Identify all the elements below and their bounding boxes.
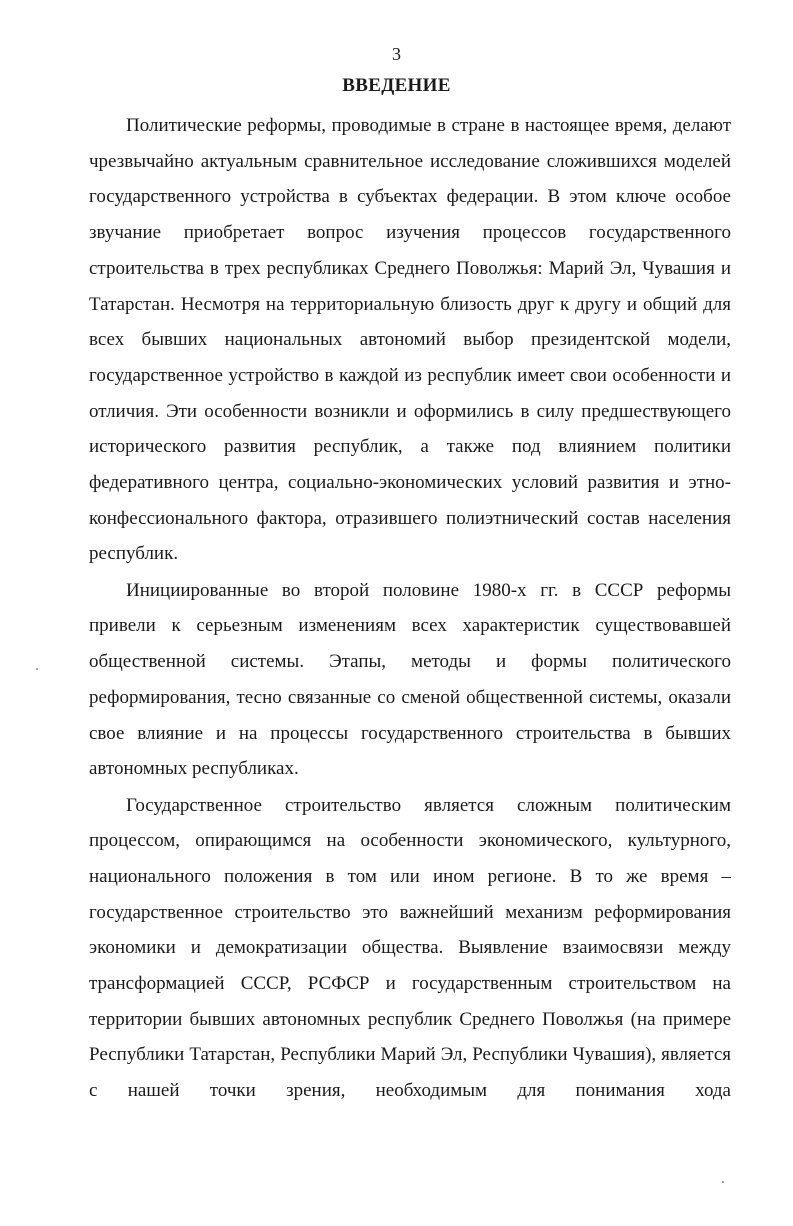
paragraph-2: Инициированные во второй половине 1980-х гг. в СССР реформы привели к серьезным изменениям всех характеристик существовавшей общественной системы. Этапы, методы и формы политического реформирования, тесно связанные со сменой общественной системы, оказали свое влияние и на процессы государственного строительства в бывших автономных республиках. — [89, 579, 731, 780]
scan-speck — [36, 668, 38, 670]
body-text — [89, 108, 731, 1109]
scan-speck — [722, 1181, 724, 1183]
page-number: 3 — [392, 44, 401, 64]
section-heading: ВВЕДЕНИЕ — [342, 75, 451, 96]
paragraph-1: Политические реформы, проводимые в стране в настоящее время, делают чрезвычайно актуальным сравнительное исследование сложившихся моделей государственного устройства в субъектах федерации. В этом ключе особое звучание приобретает вопрос изучения процессов государственного строительства в трех республиках Среднего Поволжья: Марий Эл, Чувашия и Татарстан. Несмотря на территориальную близость друг к другу и общий для всех бывших национальных автономий выбор президентской модели, государственное устройство в каждой из республик имеет свои особенности и отличия. Эти особенности возникли и оформились в силу предшествующего исторического развития республик, а также под влиянием политики федеративного центра, социально-экономических условий развития и этно-конфессионального фактора, отразившего полиэтнический состав населения республик. — [89, 115, 731, 565]
paragraph-3: Государственное строительство является сложным политическим процессом, опирающимся на особенности экономического, культурного, национального положения в том или ином регионе. В то же время – государственное строительство это важнейший механизм реформирования экономики и демократизации общества. Выявление взаимосвязи между трансформацией СССР, РСФСР и государственным строительством на территории бывших автономных республик Среднего Поволжья (на примере Республики Татарстан, Республики Марий Эл, Республики Чувашия), является с нашей точки зрения, необходимым для понимания хода — [89, 794, 731, 1102]
